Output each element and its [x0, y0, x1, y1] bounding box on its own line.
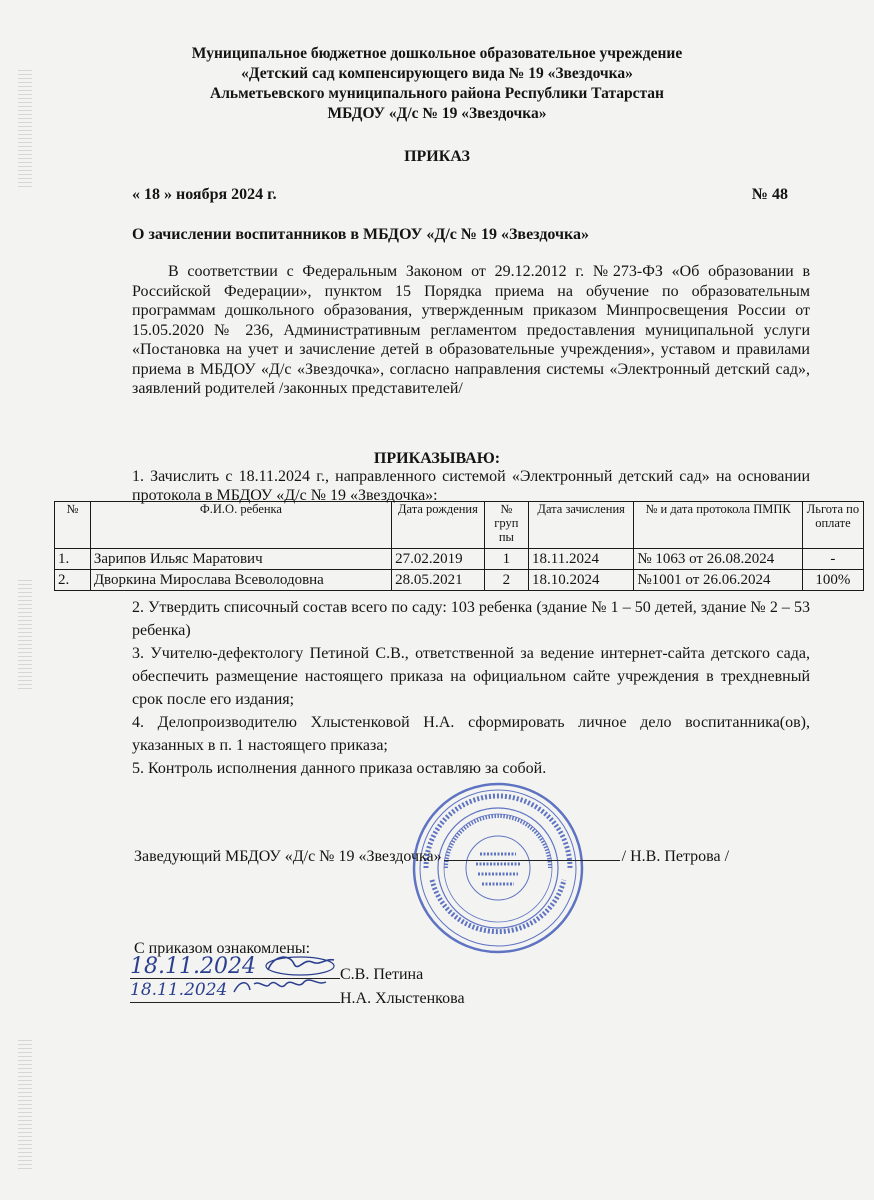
acknowledger-name-1: С.В. Петина: [340, 966, 424, 983]
item-1-text: 1. Зачислить с 18.11.2024 г., направленного системой «Электронный детский сад» на основании протокола в МБДОУ «Д/с № 19 «Звездочка»:: [132, 468, 810, 504]
enrollment-table: [54, 501, 864, 591]
header-enrollment-date: Дата зачисления: [529, 502, 634, 549]
signature-scribble-1: [260, 952, 338, 978]
signature-scribble-2: [230, 976, 330, 1000]
handwritten-signature-2: [130, 980, 340, 1003]
cell-enrollment-date: 18.10.2024: [529, 570, 634, 591]
cell-protocol: №1001 от 26.06.2024: [634, 570, 803, 591]
order-date: « 18 » ноября 2024 г.: [132, 186, 277, 203]
header-line-2: «Детский сад компенсирующего вида № 19 «Звездочка»: [241, 65, 633, 82]
order-items: [132, 596, 810, 780]
order-subject: О зачислении воспитанников в МБДОУ «Д/с № 19 «Звездочка»: [132, 226, 589, 243]
acknowledgement-row-2: [130, 980, 465, 1008]
document-title: ПРИКАЗ: [404, 148, 470, 165]
table-row: [55, 570, 864, 591]
director-position: Заведующий МБДОУ «Д/с № 19 «Звездочка»: [134, 848, 442, 865]
cell-name: Дворкина Мирослава Всеволодовна: [90, 570, 391, 591]
acknowledgement-heading: С приказом ознакомлены:: [134, 940, 311, 957]
header-line-3: Альметьевского муниципального района Республики Татарстан: [210, 85, 664, 102]
director-signature-line: [134, 846, 729, 866]
item-5-text: 5. Контроль исполнения данного приказа оставляю за собой.: [132, 760, 547, 777]
table-header-row: [55, 502, 864, 549]
cell-birth-date: 27.02.2019: [392, 549, 485, 570]
item-3-text: 3. Учителю-дефектологу Петиной С.В., ответственной за ведение интернет-сайта детского сада, обеспечить размещение настоящего приказа на официальном сайте учреждения в трехдневный срок после его издания;: [132, 645, 810, 708]
date-number-line: [132, 186, 788, 204]
cell-protocol: № 1063 от 26.08.2024: [634, 549, 803, 570]
cell-enrollment-date: 18.11.2024: [529, 549, 634, 570]
header-group: № груп пы: [484, 502, 528, 549]
cell-number: 1.: [55, 549, 91, 570]
official-round-stamp: [410, 780, 586, 956]
cell-name: Зарипов Ильяс Маратович: [90, 549, 391, 570]
scan-edge-marks: [18, 580, 32, 690]
cell-benefit: -: [802, 549, 863, 570]
handwritten-date-2: 18.11.2024: [130, 980, 228, 1000]
header-name: Ф.И.О. ребенка: [90, 502, 391, 549]
cell-group: 1: [484, 549, 528, 570]
cell-benefit: 100%: [802, 570, 863, 591]
item-4-text: 4. Делопроизводителю Хлыстенковой Н.А. сформировать личное дело воспитанника(ов), указанных в п. 1 настоящего приказа;: [132, 714, 810, 754]
order-heading: ПРИКАЗЫВАЮ:: [373, 450, 501, 467]
header-line-4: МБДОУ «Д/с № 19 «Звездочка»: [327, 105, 547, 122]
header-protocol: № и дата протокола ПМПК: [634, 502, 803, 549]
handwritten-date-1: 18.11.2024: [130, 954, 256, 979]
table-row: [55, 549, 864, 570]
director-name: / Н.В. Петрова /: [621, 848, 730, 865]
cell-number: 2.: [55, 570, 91, 591]
order-number: № 48: [751, 186, 788, 203]
item-2-text: 2. Утвердить списочный состав всего по саду: 103 ребенка (здание № 1 – 50 детей, здание № 2 – 53 ребенка): [132, 599, 810, 639]
scan-edge-marks: [18, 1040, 32, 1170]
header-line-1: Муниципальное бюджетное дошкольное образовательное учреждение: [191, 45, 683, 62]
header-number: №: [55, 502, 91, 549]
acknowledger-name-2: Н.А. Хлыстенкова: [340, 990, 465, 1007]
cell-group: 2: [484, 570, 528, 591]
header-birth-date: Дата рождения: [392, 502, 485, 549]
signature-blank: [444, 846, 620, 861]
cell-birth-date: 28.05.2021: [392, 570, 485, 591]
organization-header: [0, 44, 874, 124]
preamble-paragraph: В соответствии с Федеральным Законом от 29.12.2012 г. №273-ФЗ «Об образовании в Российской Федерации», пунктом 15 Порядка приема на обучение по образовательным программам дошкольного образования, утвержденным приказом Минпросвещения России от 15.05.2020 № 236, Административным регламентом предоставления муниципальной услуги «Постановка на учет и зачисление детей в образовательные учреждения», уставом и правилами приема в МБДОУ «Д/с «Звездочка», согласно направления системы «Электронный детский сад», заявлений родителей /законных представителей/: [132, 263, 810, 397]
header-benefit: Льгота по оплате: [802, 502, 863, 549]
